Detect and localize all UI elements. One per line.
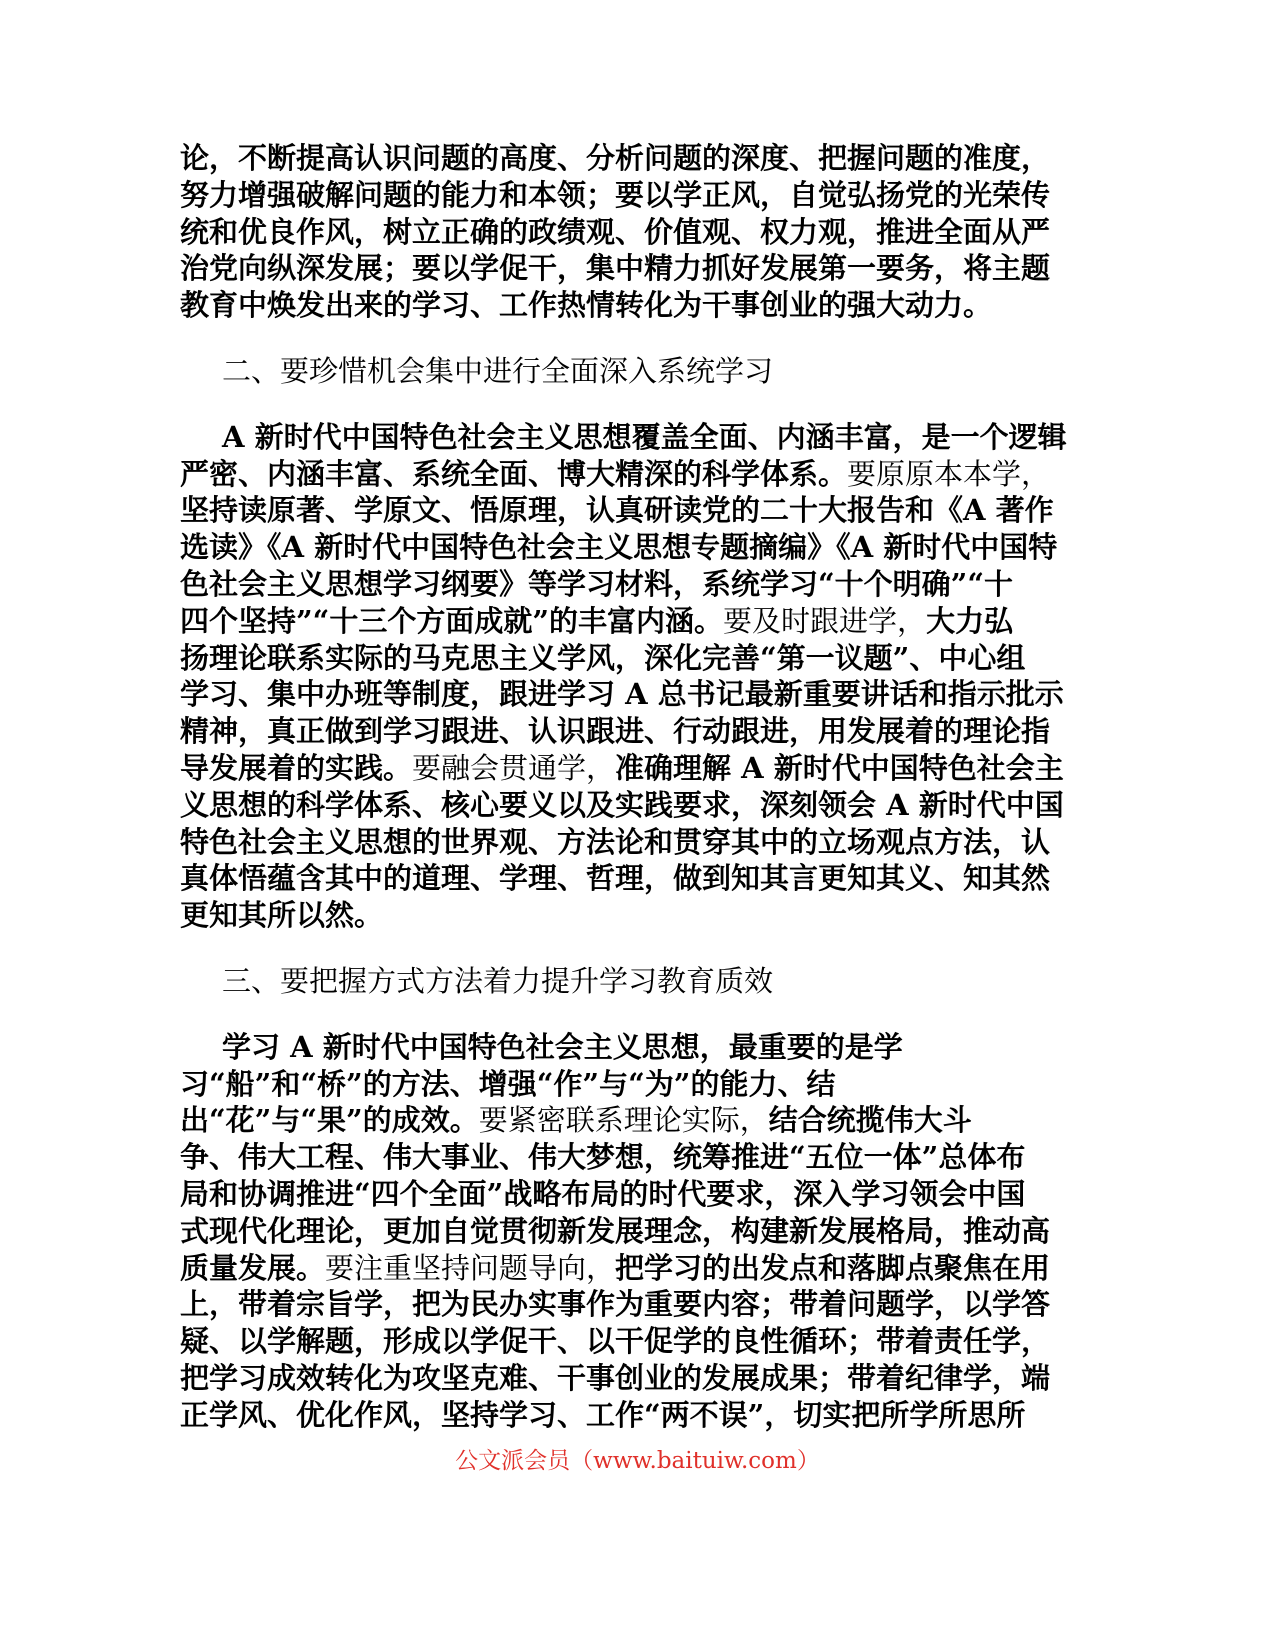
- text-line: 义思想的科学体系、核心要义以及实践要求，深刻领会 A 新时代中国: [180, 787, 1064, 822]
- text-line: 四个坚持”“十三个方面成就”的丰富内涵。要及时跟进学，大力弘: [180, 603, 1014, 638]
- text-line: 扬理论联系实际的马克思主义学风，深化完善“第一议题”、中心组: [180, 640, 1026, 675]
- text-line: 导发展着的实践。要融会贯通学，准确理解 A 新时代中国特色社会主: [180, 750, 1064, 785]
- text-line: 教育中焕发出来的学习、工作热情转化为干事创业的强大动力。: [180, 288, 993, 323]
- text-line: 上，带着宗旨学，把为民办实事作为重要内容；带着问题学，以学答: [180, 1287, 1051, 1322]
- text-line: 把学习成效转化为攻坚克难、干事创业的发展成果；带着纪律学，端: [180, 1360, 1051, 1395]
- text-line: 出“花”与“果”的成效。要紧密联系理论实际，结合统揽伟大斗: [180, 1103, 972, 1138]
- text-line: 治党向纵深发展；要以学促干，集中精力抓好发展第一要务，将主题: [180, 251, 1051, 286]
- text-line: 疑、以学解题，形成以学促干、以干促学的良性循环；带着责任学，: [180, 1324, 1051, 1359]
- footer-watermark-link[interactable]: 公文派会员（www.baituiw.com）: [455, 1448, 820, 1474]
- paragraph-2: [180, 419, 1067, 934]
- text-line: 努力增强破解问题的能力和本领；要以学正风，自觉弘扬党的光荣传: [180, 177, 1051, 212]
- paragraph-1: [180, 140, 1051, 324]
- paragraph-3: [180, 1029, 1051, 1434]
- text-line: 精神，真正做到学习跟进、认识跟进、行动跟进，用发展着的理论指: [180, 714, 1051, 749]
- text-line: 色社会主义思想学习纲要》等学习材料，系统学习“十个明确”“十: [180, 566, 1014, 601]
- text-line: 真体悟蕴含其中的道理、学理、哲理，做到知其言更知其义、知其然: [180, 861, 1051, 896]
- text-line: 论，不断提高认识问题的高度、分析问题的深度、把握问题的准度，: [180, 141, 1051, 175]
- text-line: 严密、内涵丰富、系统全面、博大精深的科学体系。要原原本本学，: [180, 456, 1051, 491]
- text-line: A 新时代中国特色社会主义思想覆盖全面、内涵丰富，是一个逻辑: [222, 419, 1067, 454]
- text-line: 特色社会主义思想的世界观、方法论和贯穿其中的立场观点方法，认: [180, 824, 1051, 859]
- text-line: 学习、集中办班等制度，跟进学习 A 总书记最新重要讲话和指示批示: [180, 677, 1064, 712]
- text-line: 坚持读原著、学原文、悟原理，认真研读党的二十大报告和《A 著作: [180, 493, 1054, 528]
- text-line: 习“船”和“桥”的方法、增强“作”与“为”的能力、结: [180, 1066, 836, 1101]
- text-line: 选读》《A 新时代中国特色社会主义思想专题摘编》《A 新时代中国特: [180, 530, 1058, 565]
- text-line: 式现代化理论，更加自觉贯彻新发展理念，构建新发展格局，推动高: [180, 1213, 1051, 1248]
- text-line: 质量发展。要注重坚持问题导向，把学习的出发点和落脚点聚焦在用: [180, 1250, 1051, 1285]
- text-line: 争、伟大工程、伟大事业、伟大梦想，统筹推进“五位一体”总体布: [180, 1140, 1026, 1175]
- section-heading-2: 二、要珍惜机会集中进行全面深入系统学习: [222, 353, 774, 388]
- text-line: 更知其所以然。: [180, 898, 384, 933]
- document-body: [180, 140, 1067, 1434]
- text-line: 学习 A 新时代中国特色社会主义思想，最重要的是学: [222, 1029, 903, 1064]
- section-heading-3: 三、要把握方式方法着力提升学习教育质效: [222, 963, 774, 998]
- text-line: 正学风、优化作风，坚持学习、工作“两不误”，切实把所学所思所: [180, 1397, 1026, 1432]
- text-line: 局和协调推进“四个全面”战略布局的时代要求，深入学习领会中国: [180, 1176, 1026, 1211]
- text-line: 统和优良作风，树立正确的政绩观、价值观、权力观，推进全面从严: [180, 214, 1051, 249]
